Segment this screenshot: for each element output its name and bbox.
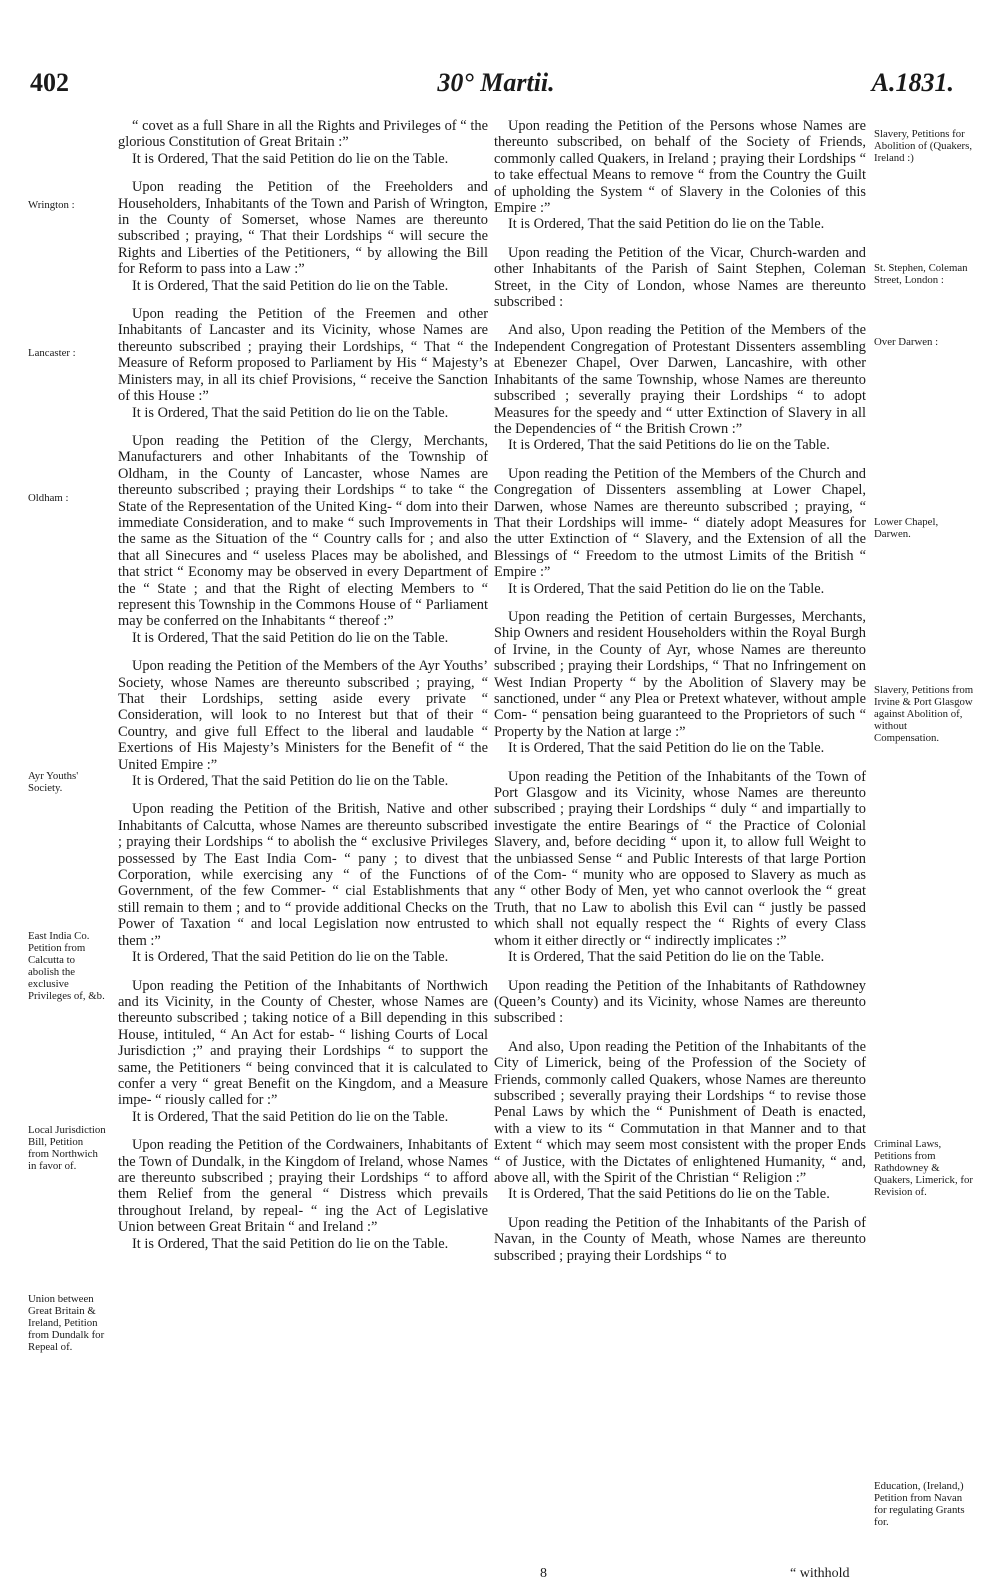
margin-note: East India Co. Petition from Calcutta to abolish the exclusive Privileges of, &b. [28,930,105,1002]
petition-text: Upon reading the Petition of the Freemen and other Inhabitants of Lancaster and its Vicinity, whose Names are thereunto subscribed ; praying their Lordships, “ That “ the Measure of Reform proposed to Parliament by His “ Majesty’s Ministers may, in all its chief Provisions, “ receive the Sanction of this House :” [118,306,488,405]
order-text: It is Ordered, That the said Petition do lie on the Table. [132,773,449,790]
petition-entry [118,306,488,421]
order-text: It is Ordered, That the said Petition do lie on the Table. [132,1108,449,1125]
petition-text: Upon reading the Petition of the Inhabitants of Rathdowney (Queen’s County) and its Vicinity, whose Names are thereunto subscribed : [494,977,866,1027]
petition-entry [118,658,488,789]
petition-entry [494,466,866,597]
margin-note: Wrington : [28,199,75,211]
page-date: 30° Martii. [437,68,555,97]
petition-text: And also, Upon reading the Petition of the Inhabitants of the City of Limerick, being of the Profession of the Society of Friends, commonly called Quakers, whose Names are thereunto subscribed ; severally praying their Lordships “ to revise those Penal Laws by which the “ Punishment of Death is enacted, with a view to its “ Commutation in that Manner and to that Extent “ which may seem most consistent with the proper Ends “ of Justice, with the Dictates of enlightened Humanity, “ and, above all, with the Spirit of the Christian “ Religion :” [494,1038,866,1186]
margin-note: Lower Chapel, Darwen. [874,516,939,540]
petition-entry [494,118,866,233]
petition-entry [494,322,866,453]
petition-entry [118,179,488,294]
petition-entry [118,118,488,167]
petition-entry [118,978,488,1126]
order-text: It is Ordered, That the said Petition do lie on the Table. [508,949,825,966]
right-column [494,118,866,1276]
margin-note: Union between Great Britain & Ireland, Petition from Dundalk for Repeal of. [28,1293,105,1353]
order-text: It is Ordered, That the said Petition do lie on the Table. [132,1235,449,1252]
petition-entry [494,978,866,1027]
petition-text: Upon reading the Petition of the Inhabitants of Northwich and its Vicinity, in the County of Chester, whose Names are thereunto subscribed ; taking notice of a Bill depending in this House, intituled, “ An Act for estab- “ lishing Courts of Local Jurisdiction ;” and praying their Lordships “ to support the same, the Petitioners “ being convinced that it is calculated to confer a very “ great Benefit on the Kingdom, and a Measure impe- “ riously called for :” [118,977,488,1109]
margin-note: Ayr Youths' Society. [28,770,79,794]
signature-mark: 8 [540,1566,547,1581]
order-text: It is Ordered, That the said Petition do lie on the Table. [132,949,449,966]
margin-note: Over Darwen : [874,336,939,348]
margin-note: St. Stephen, Coleman Street, London : [874,262,968,286]
petition-entry [494,1039,866,1203]
margin-note: Lancaster : [28,347,76,359]
order-text: It is Ordered, That the said Petition do lie on the Table. [508,580,825,597]
petition-entry [118,1137,488,1252]
order-text: It is Ordered, That the said Petition do lie on the Table. [132,277,449,294]
petition-entry [118,433,488,646]
petition-text: Upon reading the Petition of the Vicar, Church-warden and other Inhabitants of the Parish of Saint Stephen, Coleman Street, in the City of London, whose Names are thereunto subscribed : [494,244,866,311]
margin-note: Education, (Ireland,) Petition from Navan for regulating Grants for. [874,1480,965,1528]
order-text: It is Ordered, That the said Petition do lie on the Table. [132,150,449,167]
margin-note: Criminal Laws, Petitions from Rathdowney & Quakers, Limerick, for Revision of. [874,1138,973,1198]
order-text: It is Ordered, That the said Petition do lie on the Table. [132,629,449,646]
petition-text: Upon reading the Petition of the Inhabitants of the Town of Port Glasgow and its Vicinity, whose Names are thereunto subscribed ; praying their Lordships “ duly “ and impartially to investigate the entire Bearings of “ the Practice of Colonial Slavery, and, before deciding “ upon it, to allow full Weight to the unbiassed Sense “ and Public Interests of that large Portion of the Com- “ munity who are opposed to Slavery as much as any “ other Body of Men, yet who cannot overlook the “ great Truth, that no Law to abolish this Evil can “ justly be passed which shall not equally respect the “ Rights of every Class whom it either directly or “ indirectly implicates :” [494,768,866,949]
margin-note: Local Jurisdiction Bill, Petition from Northwich in favor of. [28,1124,106,1172]
order-text: It is Ordered, That the said Petitions do lie on the Table. [508,1186,830,1203]
petition-text: Upon reading the Petition of the Inhabitants of the Parish of Navan, in the County of Meath, whose Names are thereunto subscribed ; praying their Lordships “ to [494,1214,866,1264]
petition-text: Upon reading the Petition of the Freeholders and Householders, Inhabitants of the Town and Parish of Wrington, in the County of Somerset, whose Names are thereunto subscribed ; praying, “ That their Lordships “ will secure the Rights and Liberties of the Petitioners, “ by allowing the Bill for Reform to pass into a Law :” [118,179,488,278]
petition-text: Upon reading the Petition of the Cordwainers, Inhabitants of the Town of Dundalk, in the Kingdom of Ireland, whose Names are thereunto subscribed ; praying their Lordships “ to afford them Relief from the general “ Distress which prevails throughout Ireland, by repeal- “ ing the Act of Legislative Union between Great Britain “ and Ireland :” [118,1137,488,1236]
petition-text: And also, Upon reading the Petition of the Members of the Independent Congregation of Protestant Dissenters assembling at Ebenezer Chapel, Over Darwen, Lancashire, with other Inhabitants of the same Township, whose Names are thereunto subscribed ; severally praying their Lordships “ to adopt Measures for the speedy and “ utter Extinction of Slavery in all the Dependencies of “ the British Crown :” [494,322,866,437]
petition-entry [494,1215,866,1264]
page-year: A.1831. [871,68,954,97]
petition-text: Upon reading the Petition of the British, Native and other Inhabitants of Calcutta, whose Names are thereunto subscribed ; praying their Lordships “ to abolish the “ exclusive Privileges possessed by The East India Com- “ pany ; to divest that Corporation, while exercising any “ of the Functions of Government, of the few Commer- “ cial Establishments that still remain to them ; and to “ provide additional Checks on the Power of Taxation “ and local Legislation now entrusted to them :” [118,801,488,949]
order-text: It is Ordered, That the said Petition do lie on the Table. [508,216,825,233]
petition-text: “ covet as a full Share in all the Rights and Privileges of “ the glorious Constitution of Great Britain :” [118,118,488,151]
margin-note: Slavery, Petitions for Abolition of (Quakers, Ireland :) [874,128,973,164]
margin-note: Oldham : [28,492,69,504]
petition-entry [494,245,866,311]
petition-text: Upon reading the Petition of the Members of the Church and Congregation of Dissenters assembling at Lower Chapel, Darwen, whose Names are thereunto subscribed ; praying, “ That their Lordships will imme- “ diately adopt Measures for the utter Extinction of “ Slavery, and the Extension of all the Blessings of “ Freedom to the utmost Limits of the British “ Empire :” [494,465,866,581]
petition-text: Upon reading the Petition of the Clergy, Merchants, Manufacturers and other Inhabitants of the Township of Oldham, in the County of Lancaster, whose Names are thereunto subscribed ; praying their Lordships “ to take “ the State of the Representation of the United King- “ dom into their immediate Consideration, and to make “ such Improvements in the same as the Situation of the “ Country calls for ; and also that all Sinecures and “ useless Places may be abolished, and that strict “ Economy may be observed in every Department of the “ State ; and that the Right of electing Members to “ represent this Township in the Commons House of “ Parliament may be conferred on the Inhabitants “ thereof :” [118,432,488,630]
page-number: 402 [30,68,69,97]
petition-text: Upon reading the Petition of the Persons whose Names are thereunto subscribed, on behalf of the Society of Friends, commonly called Quakers, in Ireland ; praying their Lordships “ to take effectual Means to remove “ from the Country the Guilt of upholding the System “ of Slavery in the Colonies of this Empire :” [494,118,866,217]
petition-text: Upon reading the Petition of certain Burgesses, Merchants, Ship Owners and resident Householders within the Royal Burgh of Irvine, in the County of Ayr, whose Names are thereunto subscribed ; praying their Lordships, “ That no Infringement on West Indian Property “ by the Abolition of Slavery may be sanctioned, under “ any Plea or Pretext whatever, without ample Com- “ pensation being guaranteed to the Proprietors of such “ Property by the Nation at large :” [494,608,866,740]
petition-text: Upon reading the Petition of the Members of the Ayr Youths’ Society, whose Names are thereunto subscribed ; praying, “ That their Lordships, setting aside every private “ Consideration, will look to no Interest but that of their “ Country, and give full Effect to the liberal and laudable “ Exertions of His Majesty’s Ministers for the Benefit of “ the United Empire :” [118,658,488,773]
order-text: It is Ordered, That the said Petition do lie on the Table. [132,404,449,421]
catchword: “ withhold [790,1566,850,1581]
order-text: It is Ordered, That the said Petition do lie on the Table. [508,740,825,757]
left-column [118,118,488,1264]
petition-entry [494,609,866,757]
petition-entry [494,769,866,966]
margin-note: Slavery, Petitions from Irvine & Port Glasgow against Abolition of, without Compensation. [874,684,974,744]
petition-entry [118,801,488,965]
order-text: It is Ordered, That the said Petitions do lie on the Table. [508,437,830,454]
